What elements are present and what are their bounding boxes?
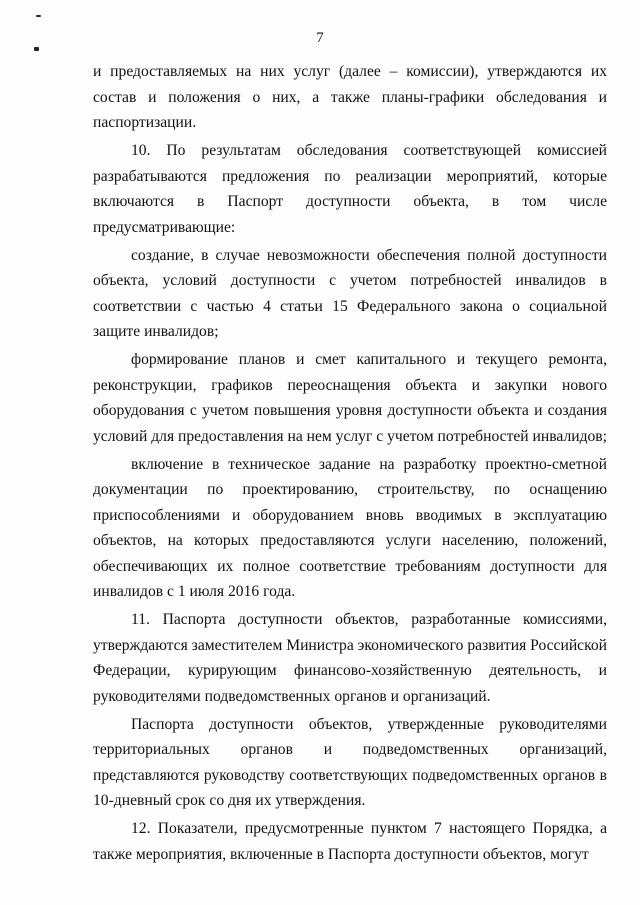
scan-artifact-mark <box>34 47 39 51</box>
page-number: 7 <box>316 30 324 46</box>
paragraph-item-11-approval: Паспорта доступности объектов, утвержденные руководителями территориальных органов и подведомственных организаций, представляются руководству соответствующих подведомственных органов в 10-дневный срок со дня их утверждения. <box>93 715 607 809</box>
paragraph-subitem-inclusion: включение в техническое задание на разработку проектно-сметной документации по проектированию, строительству, по оснащению приспособлениями и оборудованием вновь вводимых в эксплуатацию объектов, на которых предоставляются услуги населению, положений, обеспечивающих их полное соответствие требованиям доступности для инвалидов с 1 июля 2016 года. <box>93 455 607 600</box>
scan-artifact-mark <box>36 15 41 17</box>
paragraph-continuation: и предоставляемых на них услуг (далее – комиссии), утверждаются их состав и положения о них, а также планы-графики обследования и паспортизации. <box>93 63 607 131</box>
document-body <box>93 59 607 870</box>
paragraph-item-11: 11. Паспорта доступности объектов, разработанные комиссиями, утверждаются заместителем Министра экономического развития Российской Федерации, курирующим финансово-хозяйственную деятельность, и руководителями подведомственных органов и организаций. <box>93 611 608 705</box>
paragraph-subitem-creation: создание, в случае невозможности обеспечения полной доступности объекта, условий доступности с учетом потребностей инвалидов в соответствии с частью 4 статьи 15 Федерального закона о социальной защите инвалидов; <box>93 246 607 340</box>
paragraph-item-10: 10. По результатам обследования соответствующей комиссией разрабатываются предложения по реализации мероприятий, которые включаются в Паспорт доступности объекта, в том числе предусматривающие: <box>93 142 607 236</box>
paragraph-item-12: 12. Показатели, предусмотренные пунктом 7 настоящего Порядка, а также мероприятия, включенные в Паспорта доступности объектов, могут <box>93 820 607 863</box>
paragraph-subitem-planning: формирование планов и смет капитального и текущего ремонта, реконструкции, графиков переоснащения объекта и закупки нового оборудования с учетом повышения уровня доступности объекта и создания условий для предоставления на нем услуг с учетом потребностей инвалидов; <box>93 351 608 445</box>
